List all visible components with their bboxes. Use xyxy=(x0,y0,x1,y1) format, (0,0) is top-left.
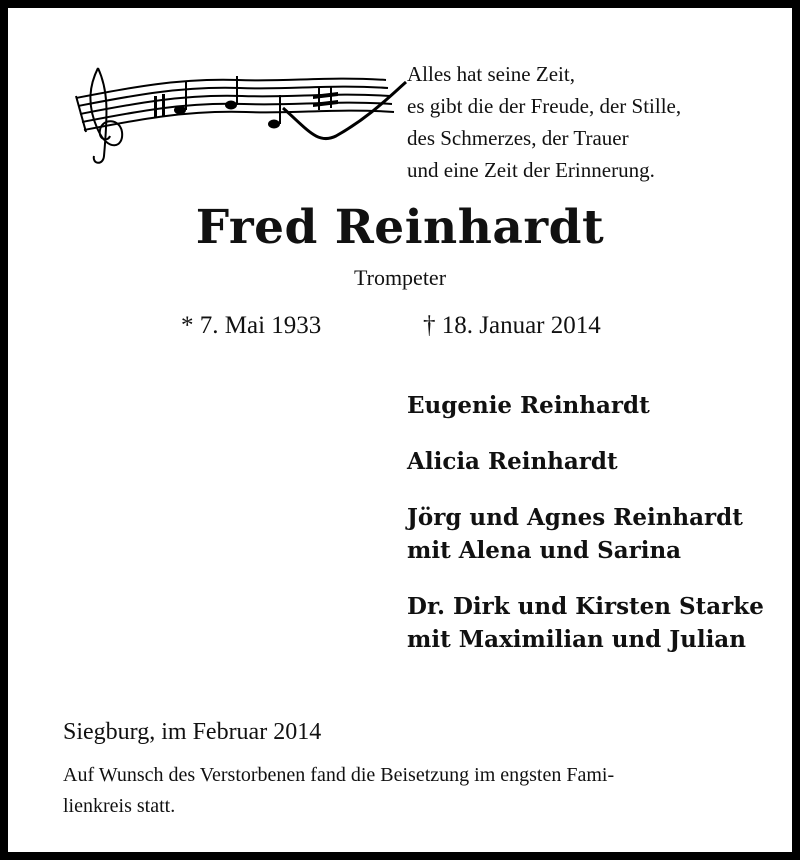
poem-line: und eine Zeit der Erinnerung. xyxy=(407,158,655,182)
birth-date: * 7. Mai 1933 xyxy=(181,312,322,339)
mourner-line: Jörg und Agnes Reinhardt xyxy=(407,504,743,531)
mourner-line: mit Alena und Sarina xyxy=(407,537,682,564)
mourner-entry xyxy=(407,445,764,478)
mourner-entry xyxy=(407,590,764,656)
burial-note-line: Auf Wunsch des Verstorbenen fand die Beisetzung im engsten Fami- xyxy=(63,764,615,786)
place-date: Siegburg, im Februar 2014 xyxy=(63,719,322,745)
poem-line: es gibt die der Freude, der Stille, xyxy=(407,94,682,118)
mourner-line: Eugenie Reinhardt xyxy=(407,392,650,419)
mourner-line: Dr. Dirk und Kirsten Starke xyxy=(407,593,764,620)
mourners-list xyxy=(407,389,764,679)
mourner-entry xyxy=(407,389,764,422)
burial-note xyxy=(63,760,763,822)
mourner-line: Alicia Reinhardt xyxy=(407,448,618,475)
poem-line: Alles hat seine Zeit, xyxy=(407,62,575,86)
poem xyxy=(407,58,787,186)
deceased-profession: Trompeter xyxy=(353,265,447,290)
burial-note-line: lienkreis statt. xyxy=(63,795,176,817)
poem-line: des Schmerzes, der Trauer xyxy=(407,126,629,150)
music-notes-icon xyxy=(68,60,408,170)
mourner-entry xyxy=(407,501,764,567)
death-date: † 18. Januar 2014 xyxy=(423,312,601,339)
mourner-line: mit Maximilian und Julian xyxy=(407,626,746,653)
deceased-name: Fred Reinhardt xyxy=(195,200,605,255)
